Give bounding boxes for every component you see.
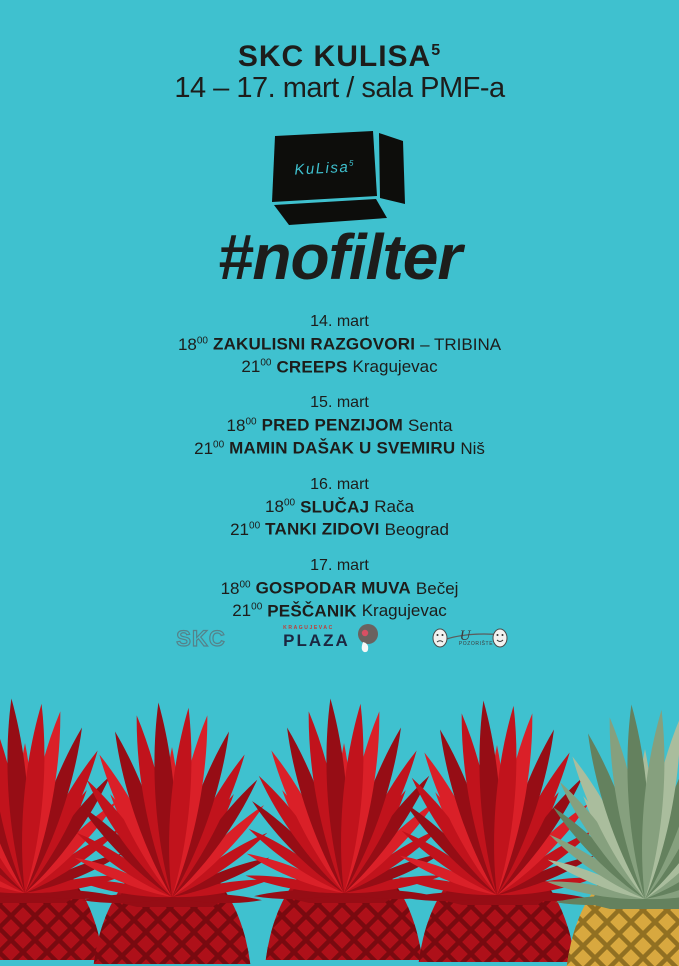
event-title: SLUČAJ <box>300 497 370 517</box>
event-time: $18^{00}$ <box>265 497 296 517</box>
theater-logo-sub: POZORIŠTE <box>458 640 493 647</box>
event-detail: Beograd <box>384 519 449 539</box>
program-schedule <box>0 312 679 637</box>
schedule-day-3 <box>0 475 679 539</box>
event-time: $18^{00}$ <box>177 334 208 354</box>
kulisa-cube-logo <box>265 128 415 228</box>
day-date: 15. mart <box>310 394 369 412</box>
theater-logo-u: U <box>459 627 471 644</box>
event-title: GOSPODAR MUVA <box>255 578 411 598</box>
theater-masks-logo <box>432 621 508 655</box>
event-title: PRED PENZIJOM <box>261 415 404 435</box>
event-row <box>0 331 679 354</box>
event-row <box>0 575 679 598</box>
event-detail: – TRIBINA <box>420 334 502 354</box>
event-time: $18^{00}$ <box>220 578 251 598</box>
event-detail: Kragujevac <box>361 601 447 621</box>
event-title: ZAKULISNI RAZGOVORI <box>212 334 416 354</box>
plaza-logo <box>283 622 380 654</box>
schedule-day-2 <box>0 393 679 457</box>
event-date-venue: 14 – 17. mart / sala PMF-a <box>174 72 505 104</box>
title-text: SKC KULISA <box>237 40 432 73</box>
event-time: $18^{00}$ <box>226 415 257 435</box>
hashtag-nofilter: #nofilter <box>217 221 462 293</box>
plaza-pin-icon <box>354 622 380 654</box>
event-time: $21^{00}$ <box>232 601 263 621</box>
kulisa-cube-text: KuLisa$^5$ <box>293 158 355 179</box>
event-row <box>0 412 679 435</box>
day-date: 14. mart <box>310 313 369 330</box>
event-row <box>0 494 679 517</box>
event-detail: Rača <box>374 497 414 517</box>
kulisa-cube-icon <box>265 128 415 228</box>
event-title: CREEPS <box>276 357 348 377</box>
event-time: $21^{00}$ <box>230 519 261 539</box>
skc-logo-text: SKC <box>176 625 226 651</box>
event-title: MAMIN DAŠAK U SVEMIRU <box>229 438 456 458</box>
event-row <box>0 435 679 458</box>
plaza-city-label: KRAGUJEVAC <box>283 625 334 631</box>
event-title: TANKI ZIDOVI <box>265 519 380 539</box>
event-detail: Niš <box>460 438 485 458</box>
sponsor-logos-row <box>0 610 679 665</box>
skc-logo <box>171 622 231 654</box>
event-detail: Senta <box>408 415 453 435</box>
title-superscript: 5 <box>431 42 442 59</box>
event-detail: Kragujevac <box>352 357 438 377</box>
event-row <box>0 516 679 539</box>
event-time: $21^{00}$ <box>241 357 272 377</box>
day-date: 16. mart <box>310 475 369 493</box>
pineapple-natural <box>535 694 679 966</box>
plaza-name-label: PLAZA <box>283 631 350 650</box>
page-title <box>0 40 679 74</box>
event-detail: Bečej <box>415 578 459 598</box>
schedule-day-1 <box>0 312 679 376</box>
event-time: $21^{00}$ <box>194 438 225 458</box>
day-date: 17. mart <box>310 556 369 574</box>
event-title: PEŠČANIK <box>267 601 357 621</box>
plaza-logo-text <box>283 626 350 649</box>
event-row <box>0 354 679 377</box>
